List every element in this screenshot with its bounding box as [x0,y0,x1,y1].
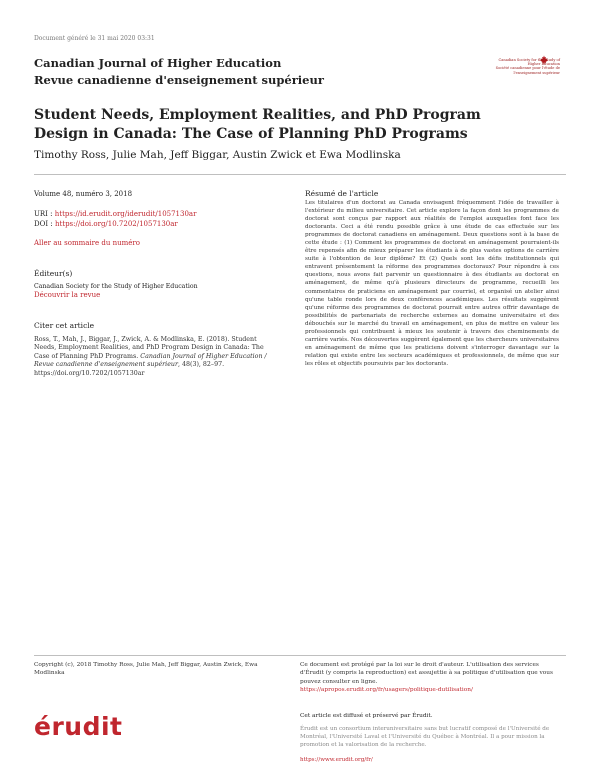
journal-name-en: Canadian Journal of Higher Education [34,56,282,70]
journal-name-fr: Revue canadienne d'enseignement supérieur [34,73,324,87]
journal-title [34,55,324,89]
erudit-website-link[interactable]: https://www.erudit.org/fr/ [300,757,373,763]
header-divider [34,174,566,175]
issue-summary-link[interactable]: Aller au sommaire du numéro [34,239,140,247]
logo-line-2: Société canadienne pour l'étude de l'enseignement supérieur [495,66,560,75]
citation-text: Ross, T., Mah, J., Biggar, J., Zwick, A. & Modlinska, E. (2018). Student Needs, Employment Realities, and PhD Program Design in Canada: The Case of Planning PhD Programs. [34,336,264,360]
rights-notice [300,661,562,694]
generated-date: Document généré le 31 mai 2020 03:31 [34,35,155,42]
publisher-heading: Éditeur(s) [34,269,73,278]
footer-divider [34,655,566,656]
citation-tail: , 48(3), 82–97. https://doi.org/10.7202/1057130ar [34,361,225,377]
abstract-heading: Résumé de l'article [305,189,379,198]
rights-text: Ce document est protégé par la loi sur le droit d'auteur. L'utilisation des services d'Érudit (y compris la reproduction) est assujettie à sa politique d'utilisation que vous pouvez consulter en ligne. [300,662,553,685]
erudit-logo[interactable]: érudit [34,712,123,741]
citation-journal: Canadian Journal of Higher Education / Revue canadienne d'enseignement supérieur [34,352,267,369]
uri-label: URI : [34,210,55,218]
doi-link[interactable]: https://doi.org/10.7202/1057130ar [54,220,178,228]
doi-line [34,220,178,230]
cite-heading: Citer cet article [34,321,95,330]
about-text: Érudit est un consortium interuniversitaire sans but lucratif composé de l'Université de Montréal, l'Université Laval et l'Université du Québec à Montréal. Il a pour mission la promotion et la valorisation de la recherche. [300,726,550,748]
article-authors: Timothy Ross, Julie Mah, Jeff Biggar, Austin Zwick et Ewa Modlinska [34,149,401,161]
citation [34,336,274,378]
society-logo-text [490,58,560,75]
uri-line [34,210,196,220]
volume-info: Volume 48, numéro 3, 2018 [34,190,133,198]
about-erudit [300,725,555,764]
usage-policy-link[interactable]: https://apropos.erudit.org/fr/usagers/politique-dutilisation/ [300,686,473,693]
abstract-text: Les titulaires d'un doctorat au Canada envisagent fréquemment l'idée de travailler à l'extérieur du milieu universitaire. Cet article explore la façon dont les programmes de doctorat sont conçus par rapport aux réalités de l'emploi auxquelles font face les doctorants. Ceci a été rendu possible grâce à une étude de cas effectuée sur les programmes de doctorat canadiens en aménagement. Deux questions sont à la base de cette étude : (1) Comment les programmes de doctorat en aménagement pourraient-ils être repensés afin de mieux préparer les étudiants à de plus vastes options de carrière suite à l'obtention de leur diplôme? Et (2) Quels sont les défis institutionnels qui entravent présentement la réforme des programmes doctoraux? Pour répondre à ces questions, nous avons fait parvenir un questionnaire à des étudiants au doctorat en aménagement, de même qu'à plusieurs directeurs de programme, recueilli les commentaires de praticiens en aménagement par courriel, et organisé un atelier ainsi qu'une table ronde lors de deux conférences académiques. Les résultats suggèrent qu'une réforme des programmes de doctorat pourrait entre autres offrir davantage de possibilités de partenariats de recherche externes au domaine universitaire et des débouchés sur le marché du travail en aménagement, en plus de mettre en valeur les professionnels qui contribuent à mieux les soutenir à travers des cheminements de carrière variés. Nos découvertes suggèrent également que les chercheurs universitaires en aménagement de même que les praticiens doivent s'interroger davantage sur la relation qui existe entre les secteurs académiques et professionnels, de même que sur les rôles et objectifs poursuivis par les doctorants. [305,200,559,367]
publisher-name: Canadian Society for the Study of Higher Education [34,283,198,290]
copyright-notice: Copyright (c), 2018 Timothy Ross, Julie Mah, Jeff Biggar, Austin Zwick, Ewa Modlinska [34,662,258,677]
doi-label: DOI : [34,220,55,228]
logo-line-1: Canadian Society for the Study of Higher Education [498,58,560,67]
uri-link[interactable]: https://id.erudit.org/iderudit/1057130ar [54,210,197,218]
discover-journal-link[interactable]: Découvrir la revue [34,291,101,299]
article-title: Student Needs, Employment Realities, and PhD Program Design in Canada: The Case of Planning PhD Programs [34,107,481,142]
about-title: Cet article est diffusé et préservé par Érudit. [300,713,433,719]
